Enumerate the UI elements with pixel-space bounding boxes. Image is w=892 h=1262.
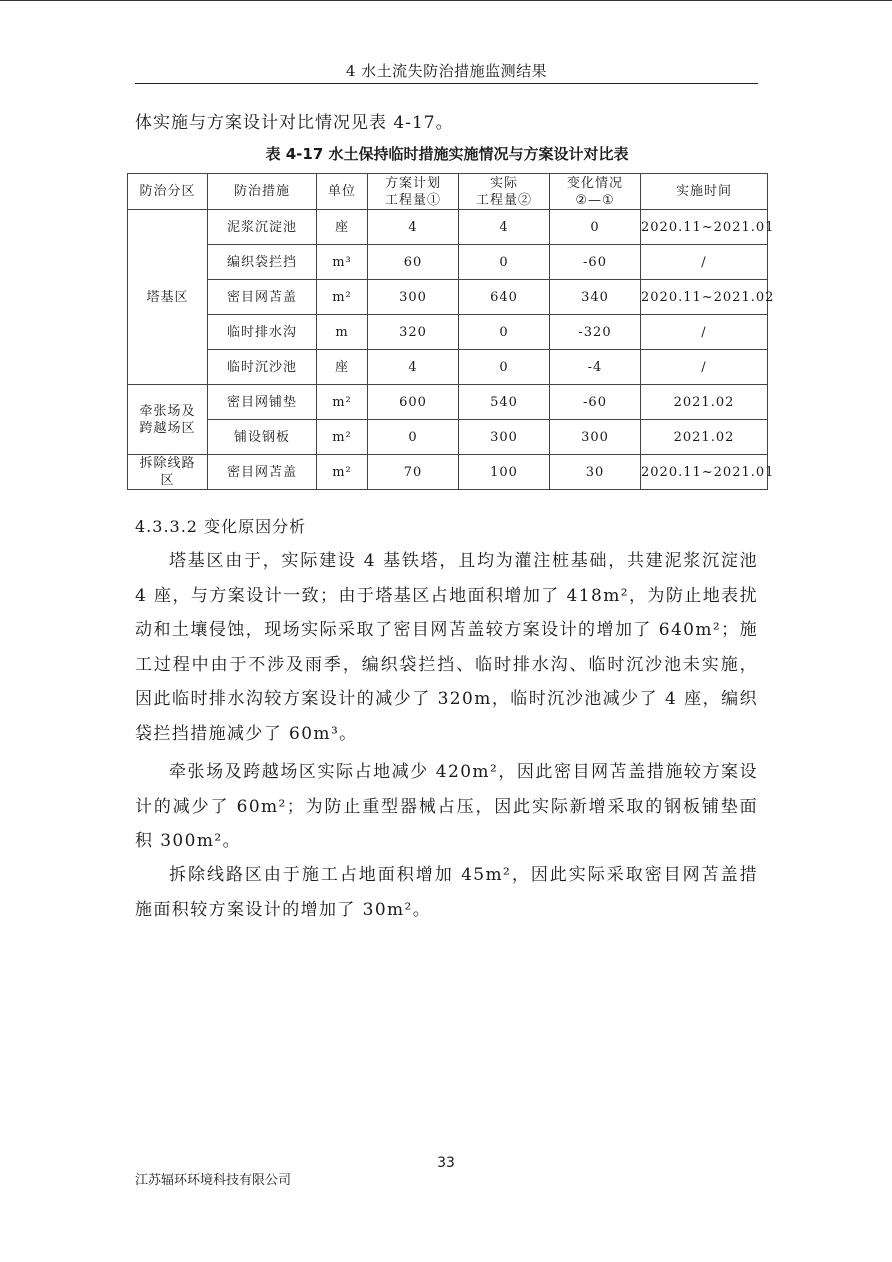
zone-cell: 塔基区: [128, 210, 208, 385]
measure-cell: 密目网苫盖: [208, 280, 317, 315]
change-cell: 300: [550, 420, 641, 455]
unit-cell: m: [317, 315, 368, 350]
unit-cell: m²: [317, 280, 368, 315]
unit-cell: m²: [317, 385, 368, 420]
change-cell: 340: [550, 280, 641, 315]
col-header-unit: 单位: [317, 174, 368, 210]
measure-cell: 泥浆沉淀池: [208, 210, 317, 245]
actual-cell: 540: [459, 385, 550, 420]
paragraph-removal-line: 拆除线路区由于施工占地面积增加 45m²，因此实际采取密目网苫盖措施面积较方案设计的增加了 30m²。: [135, 865, 758, 920]
change-cell: -60: [550, 245, 641, 280]
actual-cell: 0: [459, 245, 550, 280]
time-cell: 2021.02: [641, 385, 768, 420]
intro-text: 体实施与方案设计对比情况见表 4-17。: [135, 113, 454, 133]
col-header-change: 变化情况 ②—①: [550, 174, 641, 210]
table-row: [128, 420, 768, 455]
measure-cell: 临时沉沙池: [208, 350, 317, 385]
time-cell: 2020.11~2021.01: [641, 455, 768, 490]
paragraph-tension-site: 牵张场及跨越场区实际占地减少 420m²，因此密目网苫盖措施较方案设计的减少了 60m²；为防止重型器械占压，因此实际新增采取的钢板铺垫面积 300m²。: [135, 762, 758, 851]
time-cell: 2021.02: [641, 420, 768, 455]
time-cell: 2020.11~2021.02: [641, 280, 768, 315]
change-cell: -60: [550, 385, 641, 420]
plan-cell: 60: [368, 245, 459, 280]
zone-cell: 拆除线路 区: [128, 455, 208, 490]
col-header-time: 实施时间: [641, 174, 768, 210]
table-row: [128, 315, 768, 350]
table-header-row: [128, 174, 768, 210]
change-cell: -4: [550, 350, 641, 385]
table-row: [128, 210, 768, 245]
unit-cell: m²: [317, 420, 368, 455]
unit-cell: 座: [317, 210, 368, 245]
time-cell: /: [641, 315, 768, 350]
change-cell: 30: [550, 455, 641, 490]
time-cell: /: [641, 245, 768, 280]
table-row: [128, 350, 768, 385]
plan-cell: 4: [368, 210, 459, 245]
plan-cell: 70: [368, 455, 459, 490]
measure-cell: 铺设钢板: [208, 420, 317, 455]
paragraph-tower-zone: 塔基区由于，实际建设 4 基铁塔，且均为灌注桩基础，共建泥浆沉淀池 4 座，与方案设计一致；由于塔基区占地面积增加了 418m²，为防止地表扰动和土壤侵蚀，现场实际采取了密目网苫盖较方案设计的增加了 640m²；施工过程中由于不涉及雨季，编织袋拦挡、临时排水沟、临时沉沙池未实施，因此临时排水沟较方案设计的减少了 320m，临时沉沙池减少了 4 座，编织袋拦挡措施减少了 60m³。: [135, 551, 758, 744]
actual-cell: 100: [459, 455, 550, 490]
running-header: 4 水土流失防治措施监测结果: [345, 62, 548, 80]
table-row: [128, 385, 768, 420]
company-name: 江苏辐环环境科技有限公司: [135, 1173, 292, 1188]
plan-cell: 4: [368, 350, 459, 385]
time-cell: 2020.11~2021.01: [641, 210, 768, 245]
measure-cell: 密目网苫盖: [208, 455, 317, 490]
actual-cell: 640: [459, 280, 550, 315]
page-number: 33: [437, 1155, 455, 1171]
measure-cell: 编织袋拦挡: [208, 245, 317, 280]
page-top-border: [0, 0, 892, 1]
table-row: [128, 245, 768, 280]
measure-cell: 密目网铺垫: [208, 385, 317, 420]
time-cell: /: [641, 350, 768, 385]
zone-cell: 牵张场及 跨越场区: [128, 385, 208, 455]
actual-cell: 300: [459, 420, 550, 455]
col-header-measure: 防治措施: [208, 174, 317, 210]
col-header-plan: 方案计划 工程量①: [368, 174, 459, 210]
measure-cell: 临时排水沟: [208, 315, 317, 350]
plan-cell: 600: [368, 385, 459, 420]
unit-cell: 座: [317, 350, 368, 385]
header-rule: [135, 83, 758, 84]
change-cell: 0: [550, 210, 641, 245]
section-title: 4.3.3.2 变化原因分析: [135, 517, 307, 536]
actual-cell: 4: [459, 210, 550, 245]
unit-cell: m³: [317, 245, 368, 280]
plan-cell: 300: [368, 280, 459, 315]
table-row: [128, 280, 768, 315]
col-header-zone: 防治分区: [128, 174, 208, 210]
plan-cell: 0: [368, 420, 459, 455]
comparison-table: [127, 173, 775, 490]
table-body: [128, 210, 775, 490]
table-row: [128, 455, 768, 490]
table-caption: 表 4-17 水土保持临时措施实施情况与方案设计对比表: [265, 145, 629, 163]
unit-cell: m²: [317, 455, 368, 490]
change-cell: -320: [550, 315, 641, 350]
actual-cell: 0: [459, 315, 550, 350]
col-header-actual: 实际 工程量②: [459, 174, 550, 210]
plan-cell: 320: [368, 315, 459, 350]
actual-cell: 0: [459, 350, 550, 385]
